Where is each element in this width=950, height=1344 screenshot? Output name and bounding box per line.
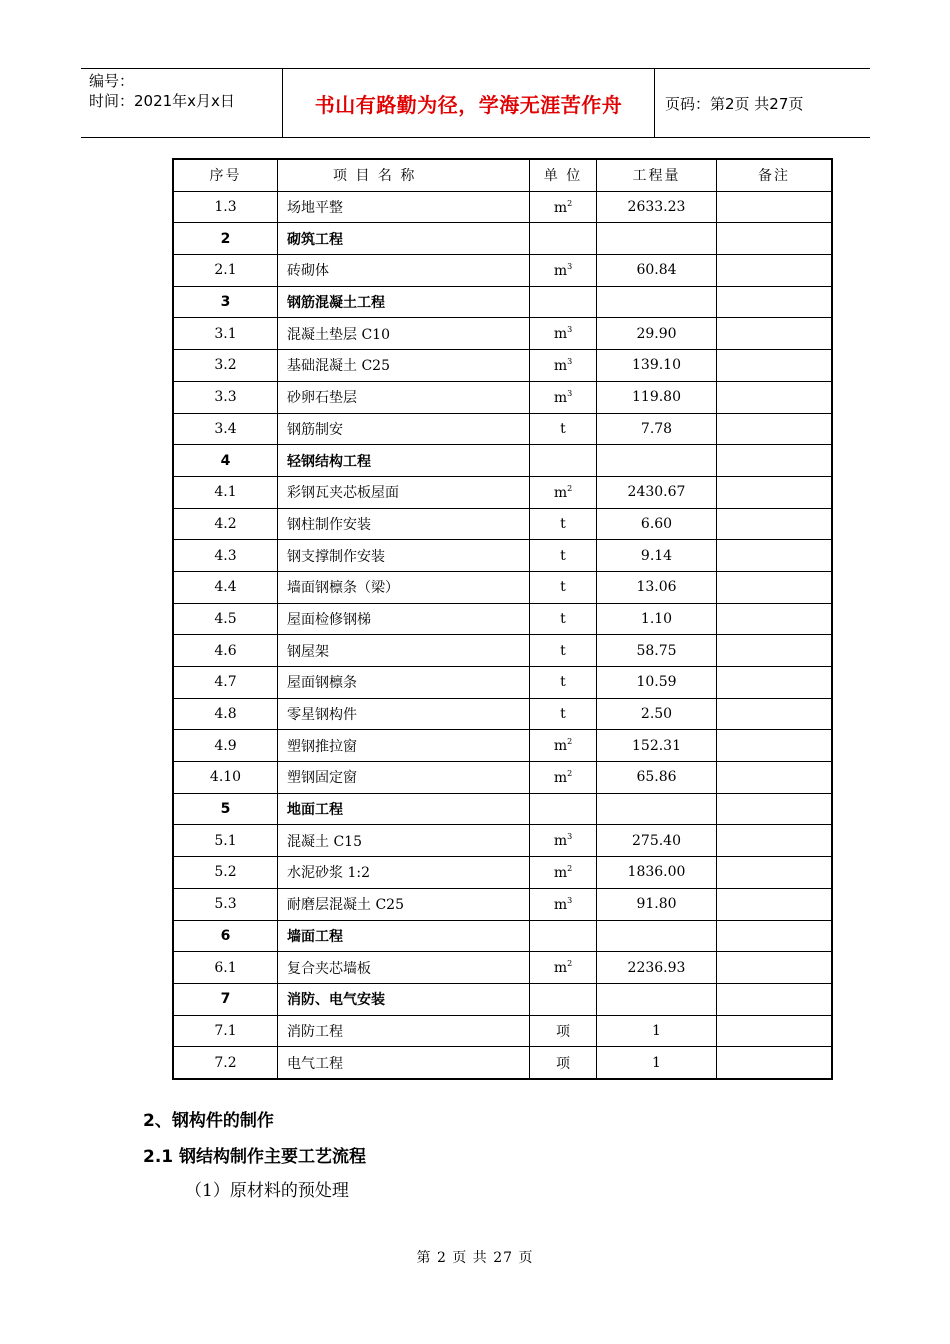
cell-seq: 5.3 xyxy=(173,888,278,920)
cell-note xyxy=(717,762,833,794)
table-row xyxy=(173,825,832,857)
header-meta xyxy=(81,69,282,137)
cell-name: 塑钢固定窗 xyxy=(278,762,530,794)
cell-name: 钢筋制安 xyxy=(278,413,530,445)
cell-name: 屋面检修钢梯 xyxy=(278,603,530,635)
unit-text: m xyxy=(553,389,568,406)
cell-name: 屋面钢檩条 xyxy=(278,667,530,699)
cell-unit xyxy=(530,698,597,730)
cell-name: 砌筑工程 xyxy=(278,223,530,255)
cell-seq: 4.1 xyxy=(173,476,278,508)
table-section-row xyxy=(173,920,832,952)
unit-text: 项 xyxy=(556,1055,570,1072)
cell-qty xyxy=(597,223,717,255)
table-row xyxy=(173,857,832,889)
cell-qty: 29.90 xyxy=(597,318,717,350)
cell-unit xyxy=(530,857,597,889)
cell-unit xyxy=(530,825,597,857)
cell-seq: 4.8 xyxy=(173,698,278,730)
table-row xyxy=(173,318,832,350)
cell-seq: 5 xyxy=(173,793,278,825)
unit-text: m xyxy=(553,960,568,977)
cell-seq: 2 xyxy=(173,223,278,255)
table-section-row xyxy=(173,445,832,477)
unit-text: m xyxy=(553,199,568,216)
cell-note xyxy=(717,191,833,223)
header-page-info: 页码：第2页 共27页 xyxy=(665,94,804,113)
cell-note xyxy=(717,350,833,382)
cell-name: 消防、电气安装 xyxy=(278,983,530,1015)
cell-qty: 58.75 xyxy=(597,635,717,667)
unit-text: m xyxy=(553,833,568,850)
cell-unit xyxy=(530,223,597,255)
cell-seq: 4.3 xyxy=(173,540,278,572)
cell-unit xyxy=(530,571,597,603)
cell-name: 耐磨层混凝土 C25 xyxy=(278,888,530,920)
col-header-qty: 工程量 xyxy=(597,159,717,191)
cell-seq: 4.4 xyxy=(173,571,278,603)
cell-unit xyxy=(530,540,597,572)
cell-seq: 3.3 xyxy=(173,381,278,413)
unit-exponent: 2 xyxy=(567,198,573,208)
unit-text: t xyxy=(560,547,566,564)
unit-text: t xyxy=(560,642,566,659)
cell-name: 水泥砂浆 1:2 xyxy=(278,857,530,889)
unit-text: m xyxy=(553,357,568,374)
header-number-label: 编号： xyxy=(89,72,135,90)
cell-qty: 10.59 xyxy=(597,667,717,699)
cell-unit xyxy=(530,508,597,540)
cell-name: 彩钢瓦夹芯板屋面 xyxy=(278,476,530,508)
table-row xyxy=(173,381,832,413)
cell-seq: 4.10 xyxy=(173,762,278,794)
cell-name: 消防工程 xyxy=(278,1015,530,1047)
cell-unit xyxy=(530,667,597,699)
unit-text: t xyxy=(560,579,566,596)
cell-name: 基础混凝土 C25 xyxy=(278,350,530,382)
cell-note xyxy=(717,445,833,477)
table-section-row xyxy=(173,223,832,255)
cell-note xyxy=(717,603,833,635)
cell-note xyxy=(717,255,833,287)
cell-unit xyxy=(530,286,597,318)
cell-qty: 9.14 xyxy=(597,540,717,572)
cell-note xyxy=(717,540,833,572)
unit-text: t xyxy=(560,674,566,691)
cell-note xyxy=(717,730,833,762)
table-row xyxy=(173,888,832,920)
cell-seq: 6.1 xyxy=(173,952,278,984)
cell-seq: 3.2 xyxy=(173,350,278,382)
cell-seq: 6 xyxy=(173,920,278,952)
cell-qty: 2236.93 xyxy=(597,952,717,984)
cell-unit xyxy=(530,445,597,477)
cell-seq: 3 xyxy=(173,286,278,318)
cell-qty: 1 xyxy=(597,1047,717,1079)
cell-qty: 139.10 xyxy=(597,350,717,382)
cell-qty xyxy=(597,286,717,318)
table-row xyxy=(173,413,832,445)
unit-exponent: 3 xyxy=(567,832,573,842)
cell-name: 钢柱制作安装 xyxy=(278,508,530,540)
cell-note xyxy=(717,1015,833,1047)
cell-name: 复合夹芯墙板 xyxy=(278,952,530,984)
cell-note xyxy=(717,571,833,603)
unit-text: m xyxy=(553,484,568,501)
cell-qty xyxy=(597,983,717,1015)
unit-text: t xyxy=(560,706,566,723)
cell-qty xyxy=(597,445,717,477)
cell-name: 钢屋架 xyxy=(278,635,530,667)
table-row xyxy=(173,571,832,603)
cell-seq: 3.1 xyxy=(173,318,278,350)
page-footer: 第 2 页 共 27 页 xyxy=(416,1250,534,1266)
cell-qty: 13.06 xyxy=(597,571,717,603)
cell-name: 电气工程 xyxy=(278,1047,530,1079)
unit-text: t xyxy=(560,515,566,532)
cell-note xyxy=(717,223,833,255)
cell-seq: 3.4 xyxy=(173,413,278,445)
cell-qty: 119.80 xyxy=(597,381,717,413)
cell-name: 轻钢结构工程 xyxy=(278,445,530,477)
cell-qty: 6.60 xyxy=(597,508,717,540)
cell-note xyxy=(717,825,833,857)
cell-name: 场地平整 xyxy=(278,191,530,223)
cell-qty: 2.50 xyxy=(597,698,717,730)
cell-unit xyxy=(530,635,597,667)
cell-note xyxy=(717,413,833,445)
cell-note xyxy=(717,1047,833,1079)
cell-seq: 7 xyxy=(173,983,278,1015)
cell-qty: 275.40 xyxy=(597,825,717,857)
col-header-seq: 序号 xyxy=(173,159,278,191)
cell-qty xyxy=(597,920,717,952)
cell-name: 钢支撑制作安装 xyxy=(278,540,530,572)
cell-note xyxy=(717,857,833,889)
cell-note xyxy=(717,952,833,984)
table-row xyxy=(173,730,832,762)
cell-qty: 2430.67 xyxy=(597,476,717,508)
unit-text: m xyxy=(553,864,568,881)
cell-unit xyxy=(530,920,597,952)
cell-seq: 7.1 xyxy=(173,1015,278,1047)
cell-name: 砂卵石垫层 xyxy=(278,381,530,413)
header-time-label: 时间：2021年x月x日 xyxy=(89,92,235,110)
cell-unit xyxy=(530,762,597,794)
cell-qty: 2633.23 xyxy=(597,191,717,223)
cell-seq: 4.7 xyxy=(173,667,278,699)
table-row xyxy=(173,255,832,287)
cell-unit xyxy=(530,476,597,508)
cell-seq: 1.3 xyxy=(173,191,278,223)
cell-name: 墙面钢檩条（梁） xyxy=(278,571,530,603)
cell-note xyxy=(717,508,833,540)
cell-note xyxy=(717,667,833,699)
cell-name: 砖砌体 xyxy=(278,255,530,287)
cell-unit xyxy=(530,1047,597,1079)
cell-unit xyxy=(530,191,597,223)
unit-exponent: 3 xyxy=(567,388,573,398)
unit-text: 项 xyxy=(556,1023,570,1040)
unit-exponent: 2 xyxy=(567,959,573,969)
cell-seq: 4.2 xyxy=(173,508,278,540)
table-row xyxy=(173,508,832,540)
cell-note xyxy=(717,698,833,730)
cell-unit xyxy=(530,888,597,920)
col-header-name: 项 目 名 称 xyxy=(278,159,530,191)
cell-name: 混凝土 C15 xyxy=(278,825,530,857)
unit-text: t xyxy=(560,420,566,437)
table-row xyxy=(173,476,832,508)
table-section-row xyxy=(173,983,832,1015)
unit-exponent: 3 xyxy=(567,325,573,335)
cell-note xyxy=(717,793,833,825)
cell-seq: 7.2 xyxy=(173,1047,278,1079)
cell-note xyxy=(717,983,833,1015)
table-section-row xyxy=(173,286,832,318)
unit-text: m xyxy=(553,896,568,913)
table-row xyxy=(173,762,832,794)
cell-seq: 2.1 xyxy=(173,255,278,287)
cell-unit xyxy=(530,255,597,287)
cell-seq: 5.1 xyxy=(173,825,278,857)
cell-unit xyxy=(530,730,597,762)
cell-note xyxy=(717,920,833,952)
table-row xyxy=(173,635,832,667)
cell-seq: 5.2 xyxy=(173,857,278,889)
cell-note xyxy=(717,635,833,667)
cell-unit xyxy=(530,413,597,445)
cell-seq: 4.9 xyxy=(173,730,278,762)
table-row xyxy=(173,667,832,699)
unit-exponent: 2 xyxy=(567,737,573,747)
cell-qty: 60.84 xyxy=(597,255,717,287)
cell-unit xyxy=(530,1015,597,1047)
cell-seq: 4 xyxy=(173,445,278,477)
unit-text: m xyxy=(553,738,568,755)
col-header-unit: 单 位 xyxy=(530,159,597,191)
table-row xyxy=(173,350,832,382)
cell-unit xyxy=(530,603,597,635)
cell-note xyxy=(717,381,833,413)
subsection-heading: 2.1 钢结构制作主要工艺流程 xyxy=(143,1147,367,1167)
quantity-table xyxy=(172,158,833,1080)
unit-text: t xyxy=(560,610,566,627)
cell-unit xyxy=(530,318,597,350)
cell-name: 墙面工程 xyxy=(278,920,530,952)
cell-qty: 65.86 xyxy=(597,762,717,794)
unit-text: m xyxy=(553,326,568,343)
cell-qty: 7.78 xyxy=(597,413,717,445)
table-row xyxy=(173,952,832,984)
cell-unit xyxy=(530,983,597,1015)
cell-seq: 4.6 xyxy=(173,635,278,667)
cell-qty: 1.10 xyxy=(597,603,717,635)
table-row xyxy=(173,1015,832,1047)
unit-text: m xyxy=(553,769,568,786)
page-header xyxy=(81,68,870,138)
table-row xyxy=(173,603,832,635)
cell-note xyxy=(717,318,833,350)
cell-qty: 91.80 xyxy=(597,888,717,920)
unit-exponent: 3 xyxy=(567,261,573,271)
unit-exponent: 2 xyxy=(567,863,573,873)
table-header-row xyxy=(173,159,832,191)
unit-text: m xyxy=(553,262,568,279)
header-motto: 书山有路勤为径，学海无涯苦作舟 xyxy=(314,92,623,117)
cell-unit xyxy=(530,952,597,984)
cell-qty: 152.31 xyxy=(597,730,717,762)
unit-exponent: 3 xyxy=(567,895,573,905)
cell-unit xyxy=(530,350,597,382)
cell-name: 钢筋混凝土工程 xyxy=(278,286,530,318)
cell-name: 塑钢推拉窗 xyxy=(278,730,530,762)
cell-note xyxy=(717,476,833,508)
cell-qty xyxy=(597,793,717,825)
col-header-note: 备注 xyxy=(717,159,833,191)
unit-exponent: 2 xyxy=(567,768,573,778)
cell-note xyxy=(717,286,833,318)
cell-name: 零星钢构件 xyxy=(278,698,530,730)
table-row xyxy=(173,698,832,730)
cell-unit xyxy=(530,793,597,825)
cell-name: 混凝土垫层 C10 xyxy=(278,318,530,350)
cell-qty: 1836.00 xyxy=(597,857,717,889)
table-row xyxy=(173,1047,832,1079)
table-row xyxy=(173,191,832,223)
cell-note xyxy=(717,888,833,920)
unit-exponent: 2 xyxy=(567,483,573,493)
cell-unit xyxy=(530,381,597,413)
section-heading: 2、钢构件的制作 xyxy=(143,1111,274,1131)
cell-name: 地面工程 xyxy=(278,793,530,825)
table-row xyxy=(173,540,832,572)
table-section-row xyxy=(173,793,832,825)
unit-exponent: 3 xyxy=(567,356,573,366)
paragraph: （1）原材料的预处理 xyxy=(185,1181,349,1201)
cell-seq: 4.5 xyxy=(173,603,278,635)
cell-qty: 1 xyxy=(597,1015,717,1047)
